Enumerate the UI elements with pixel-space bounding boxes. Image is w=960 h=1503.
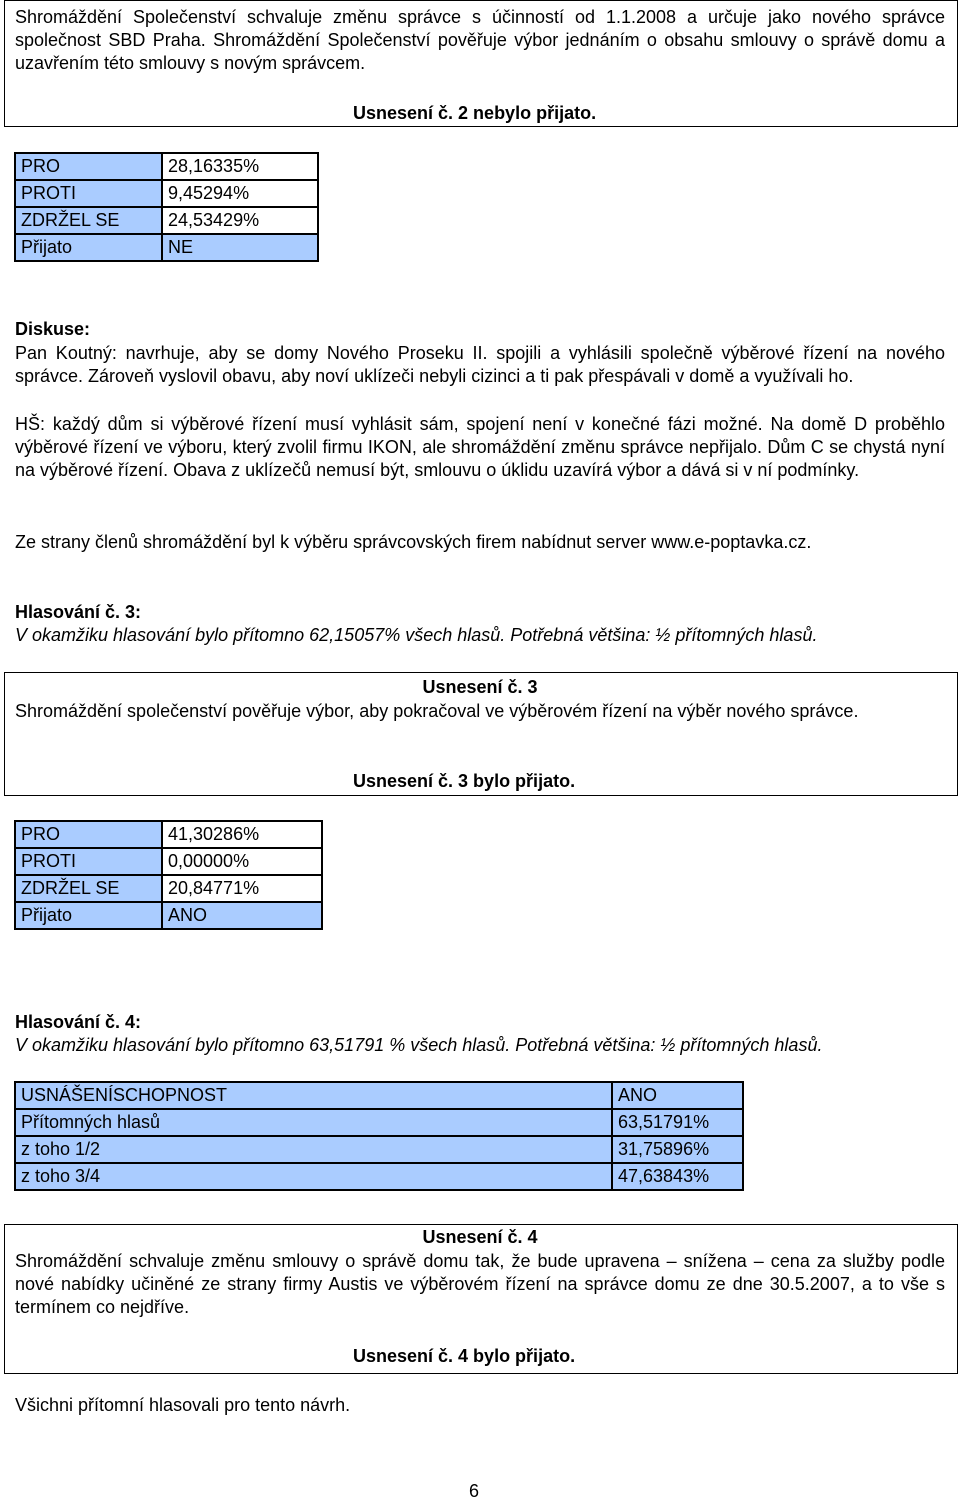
vote-3-table xyxy=(14,820,323,930)
resolution-3-title: Usnesení č. 3 xyxy=(422,677,538,697)
voting-3-presence: V okamžiku hlasování bylo přítomno 62,15057% všech hlasů. Potřebná většina: ½ přítomných hlasů. xyxy=(15,625,818,645)
vote-value: 0,00000% xyxy=(162,848,322,875)
discussion-heading: Diskuse: xyxy=(15,319,91,339)
vote-label: PRO xyxy=(15,153,162,180)
quorum-label: USNÁŠENÍSCHOPNOST xyxy=(15,1082,612,1109)
table-row xyxy=(15,848,322,875)
resolution-3-result: Usnesení č. 3 bylo přijato. xyxy=(353,771,576,791)
discussion-paragraph-3: Ze strany členů shromáždění byl k výběru správcovských firem nabídnut server www.e-poptavka.cz. xyxy=(15,532,812,552)
vote-label: PROTI xyxy=(15,180,162,207)
vote-label: ZDRŽEL SE xyxy=(15,207,162,234)
quorum-value: 31,75896% xyxy=(612,1136,743,1163)
voting-4-heading: Hlasování č. 4: xyxy=(15,1012,142,1032)
voting-4-note: Všichni přítomní hlasovali pro tento návrh. xyxy=(15,1395,351,1415)
page-number: 6 xyxy=(468,1481,479,1501)
quorum-label: z toho 3/4 xyxy=(15,1163,612,1190)
voting-4-presence: V okamžiku hlasování bylo přítomno 63,51791 % všech hlasů. Potřebná většina: ½ přítomných hlasů. xyxy=(15,1035,823,1055)
vote-value: ANO xyxy=(162,902,322,929)
vote-value: 28,16335% xyxy=(162,153,318,180)
quorum-table xyxy=(14,1081,744,1191)
table-row xyxy=(15,821,322,848)
table-row xyxy=(15,902,322,929)
table-row xyxy=(15,153,318,180)
vote-label: PRO xyxy=(15,821,162,848)
vote-label: Přijato xyxy=(15,234,162,261)
quorum-value: 63,51791% xyxy=(612,1109,743,1136)
quorum-value: 47,63843% xyxy=(612,1163,743,1190)
table-row xyxy=(15,1109,743,1136)
vote-label: ZDRŽEL SE xyxy=(15,875,162,902)
resolution-4-text: Shromáždění schvaluje změnu smlouvy o správě domu tak, že bude upravena – snížena – cena za služby podle nové nabídky učiněné ze strany firmy Austis ve výběrovém řízení na správce domu ze dne 30.5.2007, a to vše s termínem co nejdříve. xyxy=(15,1251,945,1317)
discussion-paragraph-1: Pan Koutný: navrhuje, aby se domy Nového Proseku II. spojili a vyhlásili společně výběrové řízení na nového správce. Zároveň vyslovil obavu, aby noví uklízeči nebyli cizinci a ti pak přespávali v domě a využívali ho. xyxy=(15,343,945,386)
resolution-4-result: Usnesení č. 4 bylo přijato. xyxy=(353,1346,576,1366)
vote-label: Přijato xyxy=(15,902,162,929)
vote-2-table xyxy=(14,152,319,262)
quorum-value: ANO xyxy=(612,1082,743,1109)
voting-3-heading: Hlasování č. 3: xyxy=(15,602,142,622)
table-row xyxy=(15,1082,743,1109)
table-row xyxy=(15,234,318,261)
vote-value: 41,30286% xyxy=(162,821,322,848)
table-row xyxy=(15,1163,743,1190)
quorum-label: Přítomných hlasů xyxy=(15,1109,612,1136)
table-row xyxy=(15,875,322,902)
vote-value: 24,53429% xyxy=(162,207,318,234)
vote-value: 20,84771% xyxy=(162,875,322,902)
resolution-3-text: Shromáždění společenství pověřuje výbor, aby pokračoval ve výběrovém řízení na výběr nového správce. xyxy=(15,701,859,721)
resolution-4-title: Usnesení č. 4 xyxy=(422,1227,538,1247)
vote-value: NE xyxy=(162,234,318,261)
quorum-label: z toho 1/2 xyxy=(15,1136,612,1163)
discussion-paragraph-2: HŠ: každý dům si výběrové řízení musí vyhlásit sám, spojení není v konečné fázi možné. Na domě D proběhlo výběrové řízení ve výboru, který zvolil firmu IKON, ale shromáždění změnu správce nepřijalo. Dům C se chystá nyní na výběrové řízení. Obava z uklízečů nemusí být, smlouvu o úklidu uzavírá výbor a dává si v ní podmínky. xyxy=(15,414,945,480)
vote-value: 9,45294% xyxy=(162,180,318,207)
table-row xyxy=(15,180,318,207)
table-row xyxy=(15,1136,743,1163)
resolution-2-text: Shromáždění Společenství schvaluje změnu správce s účinností od 1.1.2008 a určuje jako nového správce společnost SBD Praha. Shromáždění Společenství pověřuje výbor jednáním o obsahu smlouvy o správě domu a uzavřením této smlouvy s novým správcem. xyxy=(15,7,945,73)
table-row xyxy=(15,207,318,234)
resolution-2-result: Usnesení č. 2 nebylo přijato. xyxy=(353,103,597,123)
vote-label: PROTI xyxy=(15,848,162,875)
